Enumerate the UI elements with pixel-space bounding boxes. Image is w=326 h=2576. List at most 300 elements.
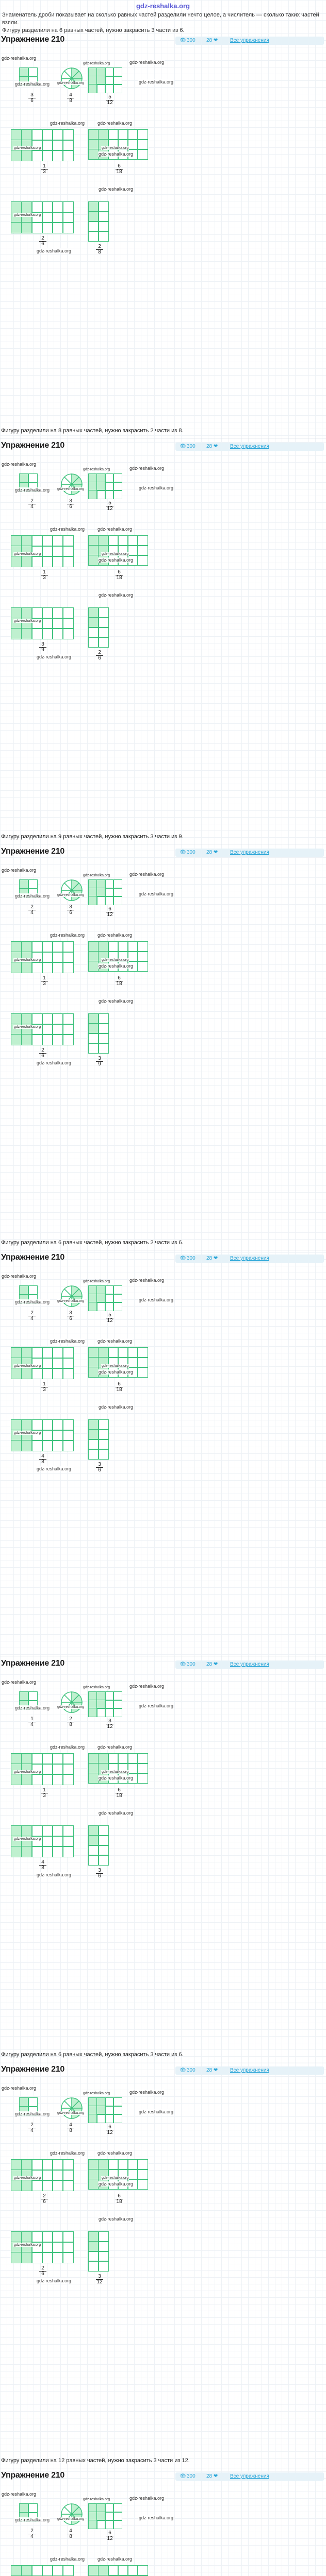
grid-cell xyxy=(31,2565,43,2576)
grid-cell xyxy=(88,490,97,499)
fraction-numerator: 1 xyxy=(41,164,48,170)
watermark-text: gdz-reshalka.org xyxy=(15,893,50,899)
grid-cell xyxy=(52,1368,63,1379)
all-exercises-link[interactable]: Все упражнения xyxy=(230,444,269,449)
likes-count[interactable]: 28 ❤ xyxy=(206,2067,218,2073)
grid-cell xyxy=(62,941,74,953)
grid-cell xyxy=(31,1753,43,1765)
watermark-text: gdz-reshalka.org xyxy=(15,1705,50,1710)
fraction-denominator: 8 xyxy=(41,1459,44,1465)
task-description: Фигуру разделили на 9 равных частей, нужно закрасить 3 части из 9. xyxy=(1,834,184,840)
fraction-pie-figure xyxy=(60,2503,83,2526)
grid-cell xyxy=(19,67,29,77)
watermark-text: gdz-reshalka.org xyxy=(97,1338,133,1344)
solution-stats-bar xyxy=(175,2472,324,2481)
grid-cell xyxy=(88,1855,99,1866)
grid-cell xyxy=(105,67,114,77)
grid-cell xyxy=(127,139,138,150)
likes-count[interactable]: 28 ❤ xyxy=(206,1662,218,1667)
fraction-grid-figure xyxy=(11,608,73,639)
grid-cell xyxy=(88,1023,99,1034)
grid-cell xyxy=(11,1846,22,1857)
grid-cell xyxy=(127,951,138,962)
watermark-text: gdz-reshalka.org xyxy=(50,1338,85,1344)
task-description: Фигуру разделили на 6 равных частей, нужно закрасить 2 части из 6. xyxy=(1,1240,184,1246)
all-exercises-link[interactable]: Все упражнения xyxy=(230,2473,269,2479)
grid-cell xyxy=(127,1753,138,1764)
watermark-text: gdz-reshalka.org xyxy=(139,2515,174,2520)
grid-cell xyxy=(88,2159,99,2170)
grid-cell xyxy=(52,212,63,223)
grid-cell xyxy=(98,2251,109,2262)
grid-cell xyxy=(98,1835,109,1846)
intro-line-1: Знаменатель дроби показывает на сколько равных частей разделили нечто целое, а числитель — сколько таких частей взяли. xyxy=(2,12,319,26)
fraction-pie-figure xyxy=(60,473,83,496)
grid-cell xyxy=(11,1368,22,1379)
grid-cell xyxy=(19,473,29,483)
grid-cell xyxy=(42,2565,53,2576)
watermark-text: gdz-reshalka.org xyxy=(50,1744,85,1750)
grid-cell xyxy=(98,201,109,212)
fraction-label xyxy=(39,1048,46,1059)
grid-cell xyxy=(137,2159,148,2170)
watermark-text: gdz-reshalka.org xyxy=(50,933,85,938)
grid-cell xyxy=(42,535,53,547)
grid-cell xyxy=(88,149,99,160)
grid-cell xyxy=(52,2159,63,2171)
grid-cell xyxy=(105,84,114,93)
fraction-numerator: 2 xyxy=(28,2123,36,2128)
fraction-denominator: 6 xyxy=(30,98,34,104)
watermark-text: gdz-reshalka.org xyxy=(99,557,134,563)
grid-cell xyxy=(62,628,74,639)
grid-cell xyxy=(88,76,97,85)
grid-cell xyxy=(52,1440,63,1451)
watermark-text: gdz-reshalka.org xyxy=(50,2556,85,2562)
fraction-denominator: 4 xyxy=(30,504,34,510)
grid-cell xyxy=(21,556,32,567)
grid-cell xyxy=(31,1034,43,1045)
watermark-text: gdz-reshalka.org xyxy=(14,1431,41,1435)
grid-cell xyxy=(62,2159,74,2171)
grid-cell xyxy=(88,896,97,905)
grid-cell xyxy=(88,2106,97,2115)
grid-cell xyxy=(96,1708,106,1717)
fraction-numerator: 2 xyxy=(28,1311,36,1316)
watermark-text: gdz-reshalka.org xyxy=(83,1280,110,1283)
grid-cell xyxy=(31,1368,43,1379)
grid-cell xyxy=(11,1825,22,1837)
grid-cell xyxy=(113,2520,122,2529)
solution-stats-bar xyxy=(175,849,324,857)
grid-cell xyxy=(52,1836,63,1847)
fraction-numerator: 2 xyxy=(39,236,46,242)
grid-cell xyxy=(62,212,74,223)
solution-block xyxy=(0,32,326,438)
grid-cell xyxy=(96,1302,106,1311)
grid-cell xyxy=(42,140,53,151)
solution-header xyxy=(0,35,326,46)
grid-cell xyxy=(98,535,109,546)
solution-header xyxy=(0,1253,326,1264)
solution-stats-bar xyxy=(175,37,324,45)
grid-cell xyxy=(88,1033,99,1044)
grid-cell xyxy=(113,2114,122,2123)
grid-cell xyxy=(88,627,99,638)
grid-cell xyxy=(52,1846,63,1857)
grid-cell xyxy=(31,1774,43,1785)
grid-cell xyxy=(42,222,53,233)
fraction-numerator: 2 xyxy=(96,650,103,656)
solution-header xyxy=(0,2471,326,2482)
grid-cell xyxy=(98,1753,109,1764)
watermark-text: gdz-reshalka.org xyxy=(99,963,134,969)
fraction-label xyxy=(96,650,103,661)
grid-cell xyxy=(98,2231,109,2242)
fraction-pie-figure xyxy=(60,1691,83,1714)
grid-cell xyxy=(88,1419,99,1430)
watermark-text: gdz-reshalka.org xyxy=(14,1837,41,1841)
grid-cell xyxy=(105,1700,114,1709)
grid-cell xyxy=(137,139,148,150)
grid-cell xyxy=(118,2159,128,2170)
all-exercises-link[interactable]: Все упражнения xyxy=(230,38,269,43)
grid-cell xyxy=(42,212,53,223)
solution-stats-bar xyxy=(175,2066,324,2075)
grid-cell xyxy=(52,2242,63,2253)
grid-cell xyxy=(118,129,128,140)
solution-header xyxy=(0,1659,326,1670)
likes-count[interactable]: 28 ❤ xyxy=(206,2473,218,2479)
grid-cell xyxy=(88,1439,99,1450)
grid-cell xyxy=(52,607,63,619)
grid-cell xyxy=(42,1764,53,1775)
grid-cell xyxy=(11,2180,22,2191)
watermark-text: gdz-reshalka.org xyxy=(15,487,50,493)
fraction-denominator: 12 xyxy=(107,2536,113,2541)
watermark-text: gdz-reshalka.org xyxy=(139,1297,174,1302)
grid-cell xyxy=(108,941,119,952)
fraction-label xyxy=(28,93,36,104)
watermark-text: gdz-reshalka.org xyxy=(129,1278,165,1283)
grid-cell xyxy=(31,1419,43,1431)
fraction-numerator: 2 xyxy=(28,499,36,504)
fraction-label xyxy=(67,499,74,510)
fraction-numerator: 1 xyxy=(41,570,48,575)
grid-cell xyxy=(88,211,99,222)
grid-cell xyxy=(28,67,38,77)
grid-cell xyxy=(31,222,43,233)
fraction-denominator: 6 xyxy=(41,2271,44,2277)
grid-cell xyxy=(127,1763,138,1774)
grid-cell xyxy=(11,1013,22,1025)
fraction-grid-figure xyxy=(89,2504,122,2529)
grid-cell xyxy=(11,1419,22,1431)
fraction-denominator: 6 xyxy=(98,655,101,661)
views-count: 300 xyxy=(187,1256,195,1261)
grid-cell xyxy=(11,129,22,141)
grid-cell xyxy=(62,535,74,547)
fraction-denominator: 6 xyxy=(43,2199,46,2205)
grid-cell xyxy=(98,221,109,232)
grid-cell xyxy=(31,1440,43,1451)
grid-cell xyxy=(96,2503,106,2513)
watermark-text: gdz-reshalka.org xyxy=(57,2517,85,2521)
grid-cell xyxy=(21,1846,32,1857)
grid-cell xyxy=(52,546,63,557)
watermark-text: gdz-reshalka.org xyxy=(14,1364,41,1368)
watermark-text: gdz-reshalka.org xyxy=(37,1060,72,1065)
grid-cell xyxy=(42,628,53,639)
grid-cell xyxy=(113,2503,122,2513)
watermark-text: gdz-reshalka.org xyxy=(15,2517,50,2522)
fraction-denominator: 4 xyxy=(30,2534,34,2539)
watermark-text: gdz-reshalka.org xyxy=(50,2150,85,2156)
grid-cell xyxy=(137,129,148,140)
fraction-pie-figure xyxy=(60,2097,83,2120)
watermark-text: gdz-reshalka.org xyxy=(97,527,133,532)
grid-cell xyxy=(88,482,97,491)
grid-cell xyxy=(137,941,148,952)
fraction-label xyxy=(96,244,103,255)
grid-cell xyxy=(88,1013,99,1024)
watermark-text: gdz-reshalka.org xyxy=(99,1404,134,1410)
fraction-numerator: 3 xyxy=(96,1462,103,1468)
fraction-denominator: 4 xyxy=(30,1722,34,1727)
fraction-denominator: 9 xyxy=(98,1061,101,1067)
fraction-numerator: 3 xyxy=(67,905,74,910)
grid-cell xyxy=(42,962,53,973)
solution-stats-bar xyxy=(175,443,324,451)
fraction-numerator: 4 xyxy=(67,93,74,98)
grid-cell xyxy=(108,2565,119,2576)
fraction-denominator: 8 xyxy=(69,2534,72,2539)
grid-cell xyxy=(113,1302,122,1311)
solution-title: Упражнение 210 xyxy=(1,35,64,44)
grid-cell xyxy=(52,1013,63,1025)
fraction-denominator: 3 xyxy=(43,1387,46,1393)
grid-cell xyxy=(98,231,109,242)
fraction-label xyxy=(96,1868,103,1879)
grid-cell xyxy=(105,2106,114,2115)
grid-cell xyxy=(96,473,106,483)
watermark-text: gdz-reshalka.org xyxy=(2,1274,37,1279)
fraction-grid-figure xyxy=(89,202,108,241)
grid-cell xyxy=(137,1347,148,1358)
grid-cell xyxy=(88,1285,97,1295)
grid-cell xyxy=(88,2179,99,2190)
watermark-text: gdz-reshalka.org xyxy=(14,2243,41,2247)
watermark-text: gdz-reshalka.org xyxy=(2,1680,37,1685)
fraction-label xyxy=(116,976,123,987)
fraction-grid-figure xyxy=(11,1348,73,1379)
grid-cell xyxy=(88,545,99,556)
grid-cell xyxy=(105,2114,114,2123)
grid-cell xyxy=(62,1358,74,1369)
solution-stats-bar xyxy=(175,1660,324,1669)
solution-title: Упражнение 210 xyxy=(1,2471,64,2480)
fraction-denominator: 4 xyxy=(30,2128,34,2133)
grid-cell xyxy=(42,2231,53,2243)
grid-cell xyxy=(118,1753,128,1764)
grid-cell xyxy=(11,941,22,953)
watermark-text: gdz-reshalka.org xyxy=(57,1299,85,1303)
grid-cell xyxy=(113,490,122,499)
grid-cell xyxy=(31,150,43,161)
fraction-label xyxy=(28,499,36,510)
fraction-denominator: 12 xyxy=(107,1318,113,1324)
fraction-label xyxy=(96,1462,103,1473)
watermark-text: gdz-reshalka.org xyxy=(57,2111,85,2115)
watermark-text: gdz-reshalka.org xyxy=(99,2181,134,2187)
grid-cell xyxy=(42,941,53,953)
watermark-text: gdz-reshalka.org xyxy=(50,527,85,532)
grid-cell xyxy=(98,2241,109,2252)
views-icon: 👁 xyxy=(180,2067,186,2073)
grid-cell xyxy=(62,1764,74,1775)
likes-count[interactable]: 28 ❤ xyxy=(206,444,218,449)
grid-cell xyxy=(11,962,22,973)
grid-cell xyxy=(62,556,74,567)
grid-cell xyxy=(88,1449,99,1460)
grid-cell xyxy=(96,1285,106,1295)
fraction-grid-figure xyxy=(89,880,122,905)
grid-cell xyxy=(113,473,122,483)
fraction-denominator: 3 xyxy=(43,1793,46,1799)
fraction-grid-figure xyxy=(11,1420,73,1451)
grid-cell xyxy=(113,1708,122,1717)
fraction-denominator: 18 xyxy=(116,575,122,581)
grid-cell xyxy=(108,1347,119,1358)
grid-cell xyxy=(62,1753,74,1765)
grid-cell xyxy=(52,1764,63,1775)
likes-count[interactable]: 28 ❤ xyxy=(206,1256,218,1261)
fraction-pie-figure xyxy=(60,67,83,90)
fraction-label xyxy=(28,905,36,916)
solution-title: Упражнение 210 xyxy=(1,1253,64,1262)
watermark-text: gdz-reshalka.org xyxy=(97,933,133,938)
fraction-label xyxy=(41,1788,48,1799)
grid-cell xyxy=(31,2180,43,2191)
fraction-denominator: 6 xyxy=(98,1467,101,1473)
grid-cell xyxy=(88,2251,99,2262)
fraction-grid-figure xyxy=(11,2566,73,2576)
fraction-numerator: 2 xyxy=(67,1717,74,1722)
watermark-text: gdz-reshalka.org xyxy=(83,2092,110,2095)
grid-cell xyxy=(42,1774,53,1785)
grid-cell xyxy=(11,1034,22,1045)
intro-line-2: Фигуру разделили на 6 равных частей, нужно закрасить 3 части из 6. xyxy=(2,27,185,33)
grid-cell xyxy=(62,2565,74,2576)
all-exercises-link[interactable]: Все упражнения xyxy=(230,1662,269,1667)
views-count: 300 xyxy=(187,850,195,855)
fraction-denominator: 8 xyxy=(41,1865,44,1871)
grid-cell xyxy=(98,1023,109,1034)
site-brand[interactable]: gdz-reshalka.org xyxy=(136,2,190,10)
fraction-denominator: 12 xyxy=(107,100,113,106)
all-exercises-link[interactable]: Все упражнения xyxy=(230,2067,269,2073)
grid-cell xyxy=(42,1846,53,1857)
watermark-text: gdz-reshalka.org xyxy=(139,891,174,896)
fraction-label xyxy=(67,93,74,104)
grid-cell xyxy=(88,201,99,212)
all-exercises-link[interactable]: Все упражнения xyxy=(230,850,269,855)
watermark-text: gdz-reshalka.org xyxy=(15,1299,50,1304)
grid-cell xyxy=(137,535,148,546)
grid-cell xyxy=(52,129,63,141)
fraction-grid-figure xyxy=(89,2098,122,2123)
intro-text xyxy=(0,11,326,35)
likes-count[interactable]: 28 ❤ xyxy=(206,38,218,43)
watermark-text: gdz-reshalka.org xyxy=(14,1770,41,1774)
all-exercises-link[interactable]: Все упражнения xyxy=(230,1256,269,1261)
grid-cell xyxy=(88,2231,99,2242)
watermark-text: gdz-reshalka.org xyxy=(2,462,37,467)
task-description: Фигуру разделили на 12 равных частей, нужно закрасить 3 части из 12. xyxy=(1,2458,190,2464)
fraction-denominator: 8 xyxy=(69,2128,72,2133)
grid-cell xyxy=(42,618,53,629)
watermark-text: gdz-reshalka.org xyxy=(102,1364,129,1368)
grid-cell xyxy=(21,962,32,973)
watermark-text: gdz-reshalka.org xyxy=(139,2109,174,2114)
watermark-text: gdz-reshalka.org xyxy=(14,2176,41,2180)
grid-cell xyxy=(113,888,122,897)
grid-cell xyxy=(62,952,74,963)
grid-cell xyxy=(88,1835,99,1846)
fraction-label xyxy=(39,236,46,247)
grid-cell xyxy=(21,1013,32,1025)
fraction-denominator: 18 xyxy=(116,2199,122,2205)
views-icon: 👁 xyxy=(180,444,186,449)
views-icon: 👁 xyxy=(180,1662,186,1667)
grid-cell xyxy=(62,1024,74,1035)
grid-cell xyxy=(98,1347,109,1358)
fraction-denominator: 8 xyxy=(69,98,72,104)
grid-cell xyxy=(127,1347,138,1358)
views-icon: 👁 xyxy=(180,1256,186,1261)
fraction-label xyxy=(116,1382,123,1393)
fraction-numerator: 3 xyxy=(96,2274,103,2280)
grid-cell xyxy=(28,2503,38,2513)
grid-cell xyxy=(62,222,74,233)
grid-cell xyxy=(118,941,128,952)
grid-cell xyxy=(98,2565,109,2576)
fraction-numerator: 4 xyxy=(67,2123,74,2128)
grid-cell xyxy=(21,1753,32,1765)
grid-cell xyxy=(28,2097,38,2107)
grid-cell xyxy=(62,201,74,213)
fraction-denominator: 6 xyxy=(41,1053,44,1059)
fraction-grid-figure xyxy=(89,2232,108,2271)
grid-cell xyxy=(88,1708,97,1717)
grid-cell xyxy=(88,2169,99,2180)
solution-title: Упражнение 210 xyxy=(1,1659,64,1668)
grid-cell xyxy=(42,1034,53,1045)
grid-cell xyxy=(118,535,128,546)
grid-cell xyxy=(88,67,97,77)
grid-cell xyxy=(52,2231,63,2243)
likes-count[interactable]: 28 ❤ xyxy=(206,850,218,855)
grid-cell xyxy=(52,962,63,973)
fraction-label xyxy=(116,164,123,175)
grid-cell xyxy=(52,1753,63,1765)
fraction-denominator: 4 xyxy=(30,910,34,916)
grid-cell xyxy=(105,76,114,85)
fraction-numerator: 4 xyxy=(67,2529,74,2534)
watermark-text: gdz-reshalka.org xyxy=(97,1744,133,1750)
watermark-text: gdz-reshalka.org xyxy=(83,874,110,877)
grid-cell xyxy=(137,1753,148,1764)
